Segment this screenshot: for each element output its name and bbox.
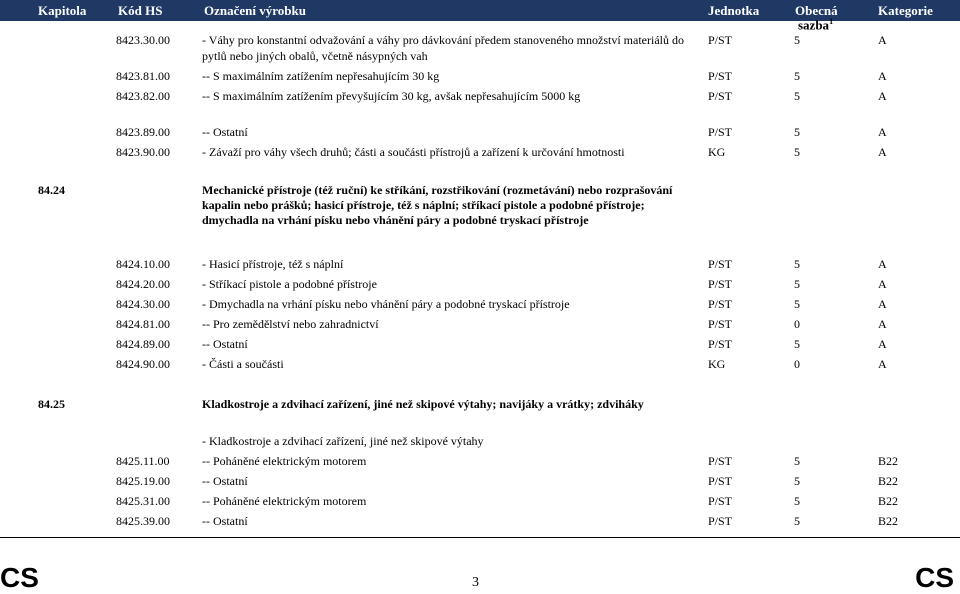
row-rate: 5 bbox=[794, 145, 800, 159]
row-name: -- S maximálním zatížením převyšujícím 30 kg, avšak nepřesahujícím 5000 kg bbox=[202, 89, 581, 103]
table-row bbox=[0, 68, 960, 84]
row-category: A bbox=[878, 277, 887, 291]
table-row bbox=[0, 316, 960, 332]
row-rate: 5 bbox=[794, 297, 800, 311]
row-rate: 5 bbox=[794, 514, 800, 528]
page-number: 3 bbox=[472, 575, 479, 590]
subheading-row bbox=[0, 433, 960, 449]
row-rate: 5 bbox=[794, 494, 800, 508]
row-unit: P/ST bbox=[708, 474, 733, 488]
row-rate: 5 bbox=[794, 33, 800, 47]
row-category: B22 bbox=[878, 454, 899, 468]
row-unit: P/ST bbox=[708, 69, 733, 83]
header-kapitola: Kapitola bbox=[38, 3, 87, 18]
row-unit: P/ST bbox=[708, 257, 733, 271]
heading-8425-chapter: 84.25 bbox=[38, 397, 65, 411]
row-code: 8423.30.00 bbox=[116, 33, 170, 47]
heading-8424-description: Mechanické přístroje (též ruční) ke stříkání, rozstřikování (rozmetávání) nebo rozprašování kapalin nebo prášků; hasicí přístroje, též s náplní; stříkací pistole a podobné přístroje; dmychadla na vrhání písku nebo vhánění páry a podobné tryskací přístroje bbox=[202, 183, 673, 227]
row-name: - Části a součásti bbox=[202, 357, 284, 371]
table-row bbox=[0, 32, 960, 63]
row-name: -- Poháněné elektrickým motorem bbox=[202, 494, 367, 508]
row-name: -- Pro zemědělství nebo zahradnictví bbox=[202, 317, 379, 331]
row-name: - Dmychadla na vrhání písku nebo vhánění páry a podobné tryskací přístroje bbox=[202, 297, 570, 311]
row-unit: KG bbox=[708, 357, 726, 371]
table-row bbox=[0, 124, 960, 140]
table-row bbox=[0, 356, 960, 372]
row-rate: 5 bbox=[794, 257, 800, 271]
row-category: A bbox=[878, 337, 887, 351]
table-row bbox=[0, 276, 960, 292]
row-category: B22 bbox=[878, 474, 899, 488]
row-code: 8424.30.00 bbox=[116, 297, 170, 311]
row-rate: 5 bbox=[794, 474, 800, 488]
table-row bbox=[0, 88, 960, 104]
row-unit: P/ST bbox=[708, 277, 733, 291]
row-name: -- Ostatní bbox=[202, 514, 248, 528]
row-category: A bbox=[878, 33, 887, 47]
row-category: A bbox=[878, 317, 887, 331]
row-rate: 0 bbox=[794, 317, 800, 331]
row-name: - Hasicí přístroje, též s náplní bbox=[202, 257, 344, 271]
row-unit: P/ST bbox=[708, 125, 733, 139]
row-code: 8425.31.00 bbox=[116, 494, 170, 508]
header-sazba bbox=[798, 17, 833, 33]
row-name: -- Ostatní bbox=[202, 337, 248, 351]
table-row bbox=[0, 473, 960, 489]
row-code: 8423.90.00 bbox=[116, 145, 170, 159]
row-unit: P/ST bbox=[708, 337, 733, 351]
row-name: -- Ostatní bbox=[202, 125, 248, 139]
row-code: 8424.90.00 bbox=[116, 357, 170, 371]
row-category: A bbox=[878, 125, 887, 139]
table-row bbox=[0, 296, 960, 312]
row-category: A bbox=[878, 297, 887, 311]
row-code: 8423.82.00 bbox=[116, 89, 170, 103]
row-code: 8425.19.00 bbox=[116, 474, 170, 488]
row-unit: P/ST bbox=[708, 89, 733, 103]
header-kategorie: Kategorie bbox=[878, 3, 933, 18]
row-unit: P/ST bbox=[708, 33, 733, 47]
header-sazba-footnote: 1 bbox=[829, 17, 834, 26]
footer-divider bbox=[0, 537, 960, 538]
row-code: 8424.81.00 bbox=[116, 317, 170, 331]
header-oznaceni: Označení výrobku bbox=[204, 3, 306, 18]
heading-8424-chapter: 84.24 bbox=[38, 183, 65, 197]
row-category: B22 bbox=[878, 514, 899, 528]
header-jednotka: Jednotka bbox=[708, 3, 760, 18]
row-unit: P/ST bbox=[708, 514, 733, 528]
table-row bbox=[0, 336, 960, 352]
row-unit: P/ST bbox=[708, 494, 733, 508]
table-row bbox=[0, 256, 960, 272]
row-unit: P/ST bbox=[708, 297, 733, 311]
header-sazba-text: sazba bbox=[798, 17, 830, 33]
row-name: -- Poháněné elektrickým motorem bbox=[202, 454, 367, 468]
row-category: B22 bbox=[878, 494, 899, 508]
row-name: - Váhy pro konstantní odvažování a váhy pro dávkování předem stanoveného množství materiálů do pytlů nebo jiných obalů, včetně násypných vah bbox=[202, 33, 684, 63]
row-code: 8425.11.00 bbox=[116, 454, 170, 468]
header-obecna: Obecná bbox=[795, 3, 838, 18]
row-category: A bbox=[878, 357, 887, 371]
row-code: 8425.39.00 bbox=[116, 514, 170, 528]
row-rate: 5 bbox=[794, 69, 800, 83]
row-code: 8424.20.00 bbox=[116, 277, 170, 291]
row-name: -- Ostatní bbox=[202, 474, 248, 488]
row-unit: P/ST bbox=[708, 454, 733, 468]
row-name: - Závaží pro váhy všech druhů; části a součásti přístrojů a zařízení k určování hmotnosti bbox=[202, 145, 625, 159]
row-name: -- S maximálním zatížením nepřesahujícím 30 kg bbox=[202, 69, 440, 83]
row-category: A bbox=[878, 89, 887, 103]
table-row bbox=[0, 144, 960, 160]
row-name: - Stříkací pistole a podobné přístroje bbox=[202, 277, 377, 291]
row-category: A bbox=[878, 145, 887, 159]
table-row bbox=[0, 513, 960, 529]
row-category: A bbox=[878, 69, 887, 83]
subheading-8425: - Kladkostroje a zdvihací zařízení, jiné než skipové výtahy bbox=[202, 434, 484, 448]
row-code: 8423.89.00 bbox=[116, 125, 170, 139]
heading-8425-description: Kladkostroje a zdvihací zařízení, jiné než skipové výtahy; navijáky a vrátky; zdviháky bbox=[202, 397, 644, 411]
row-rate: 5 bbox=[794, 125, 800, 139]
table-row bbox=[0, 453, 960, 469]
row-unit: KG bbox=[708, 145, 726, 159]
row-code: 8424.10.00 bbox=[116, 257, 170, 271]
row-rate: 0 bbox=[794, 357, 800, 371]
row-category: A bbox=[878, 257, 887, 271]
table-row bbox=[0, 493, 960, 509]
row-rate: 5 bbox=[794, 277, 800, 291]
row-rate: 5 bbox=[794, 337, 800, 351]
footer-language-left: CS bbox=[0, 562, 39, 593]
footer-language-right: CS bbox=[915, 562, 954, 593]
row-rate: 5 bbox=[794, 89, 800, 103]
row-rate: 5 bbox=[794, 454, 800, 468]
row-code: 8423.81.00 bbox=[116, 69, 170, 83]
row-code: 8424.89.00 bbox=[116, 337, 170, 351]
header-kod-hs: Kód HS bbox=[118, 3, 163, 18]
row-unit: P/ST bbox=[708, 317, 733, 331]
